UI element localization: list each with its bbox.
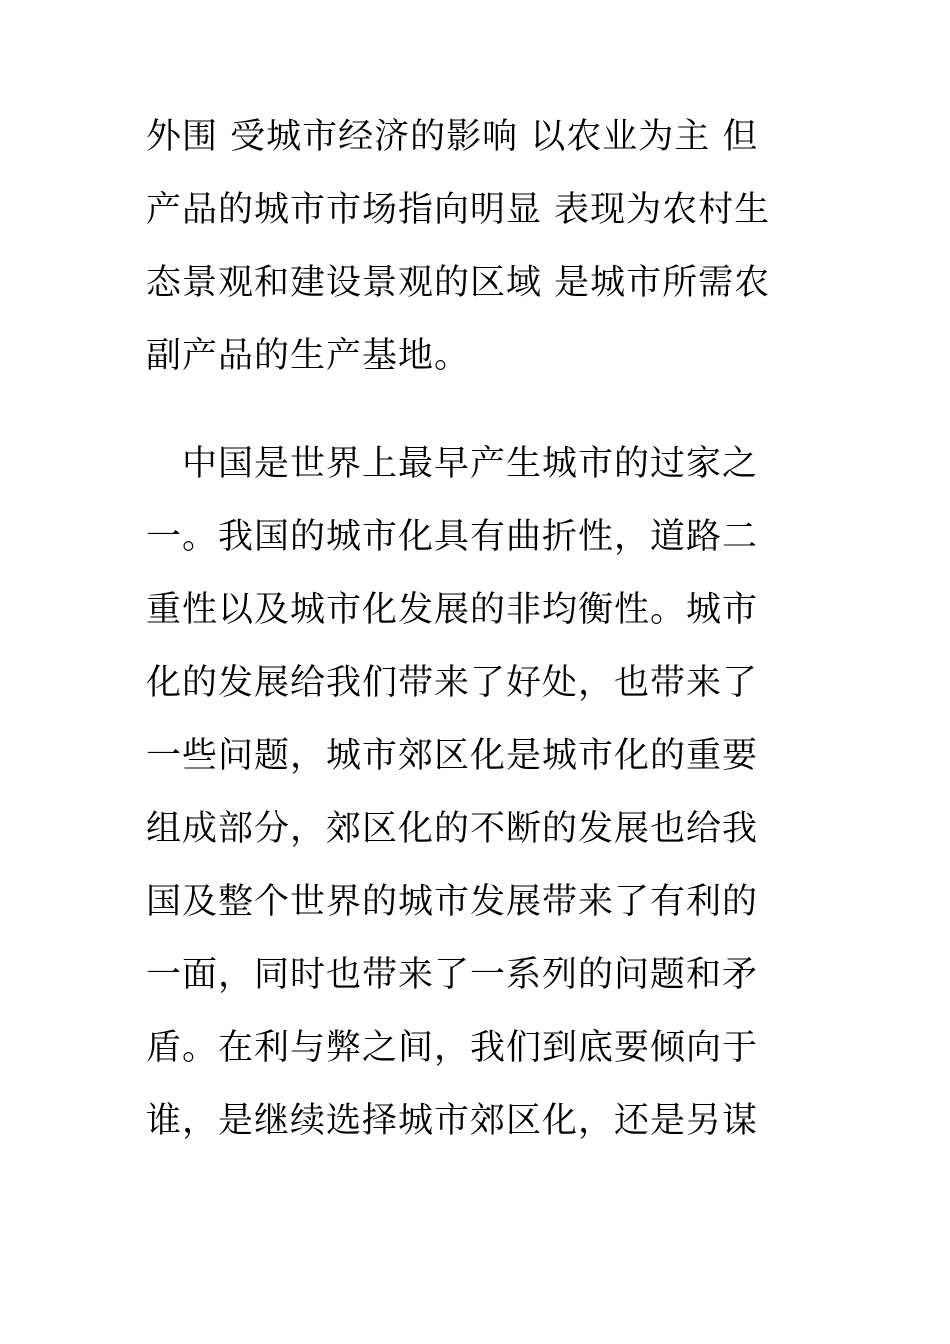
- text-line: 组成部分，郊区化的不断的发展也给我: [146, 809, 759, 849]
- text-line: 产品的城市市场指向明显 表现为农村生: [146, 190, 771, 230]
- paragraph-1: [146, 103, 811, 395]
- text-line: 国及整个世界的城市发展带来了有利的: [146, 882, 759, 922]
- text-line: 谁，是继续选择城市郊区化，还是另谋: [146, 1101, 759, 1141]
- paragraph-2: [146, 430, 811, 1160]
- text-line: 外围 受城市经济的影响 以农业为主 但: [146, 117, 759, 157]
- text-line: 中国是世界上最早产生城市的过家之: [146, 444, 759, 484]
- text-line: 态景观和建设景观的区域 是城市所需农: [146, 263, 771, 303]
- text-line: 一些问题，城市郊区化是城市化的重要: [146, 736, 759, 776]
- text-line: 盾。在利与弊之间，我们到底要倾向于: [146, 1028, 759, 1068]
- text-line: 重性以及城市化发展的非均衡性。城市: [146, 590, 759, 630]
- text-line: 一面，同时也带来了一系列的问题和矛: [146, 955, 759, 995]
- text-line: 化的发展给我们带来了好处，也带来了: [146, 663, 759, 703]
- text-line: 副产品的生产基地。: [146, 336, 471, 376]
- text-line: 一。我国的城市化具有曲折性，道路二: [146, 517, 759, 557]
